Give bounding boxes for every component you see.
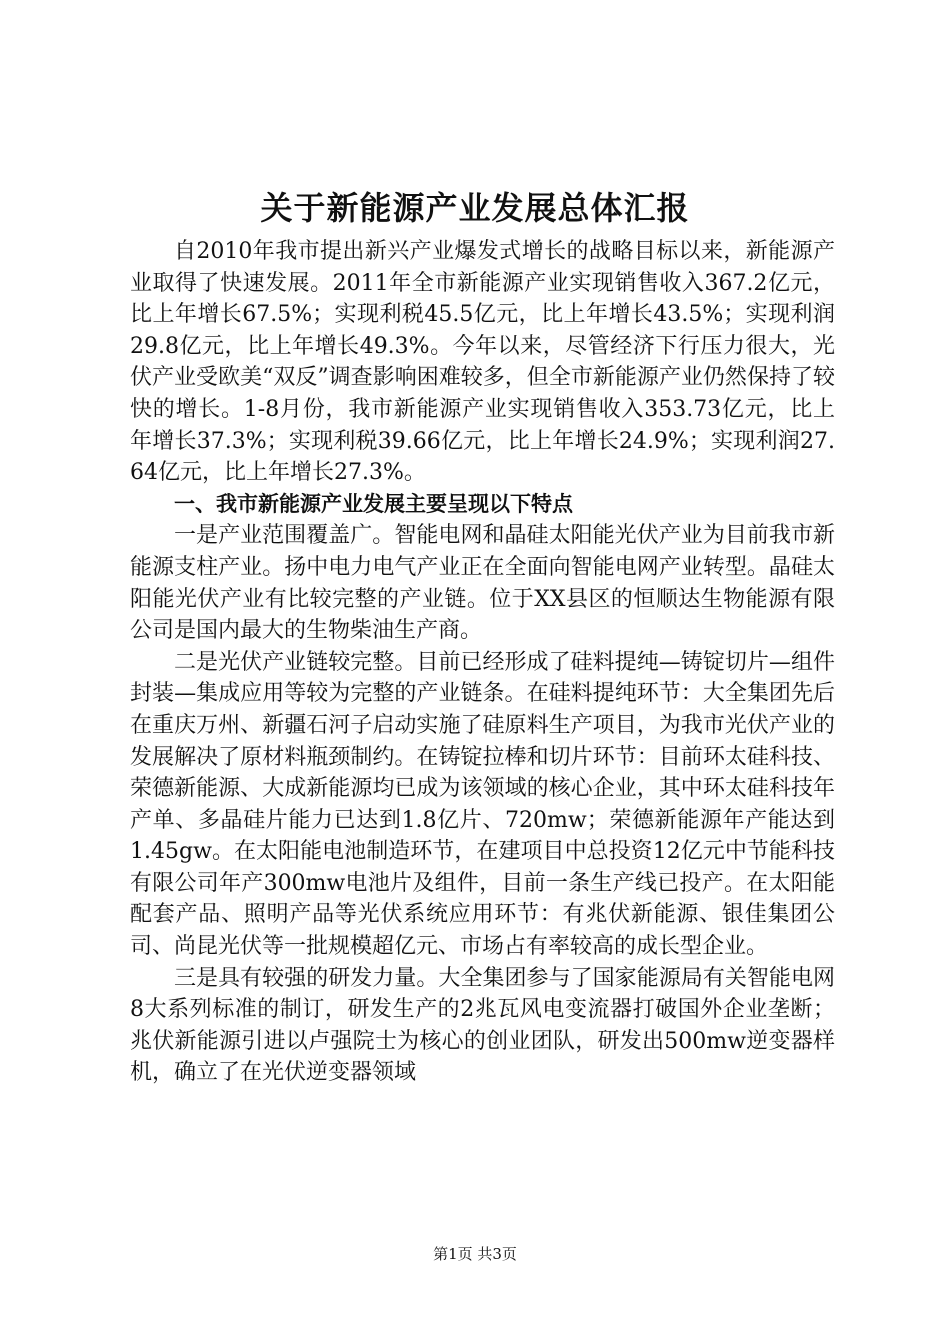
feature-paragraph-3: 三是具有较强的研发力量。大全集团参与了国家能源局有关智能电网8大系列标准的制订，研发生产的2兆瓦风电变流器打破国外企业垄断；兆伏新能源引进以卢强院士为核心的创业团队，研发出500mw逆变器样机，确立了在光伏逆变器领域 xyxy=(130,965,835,1086)
feature-paragraph-2: 二是光伏产业链较完整。目前已经形成了硅料提纯—铸锭切片—组件封装—集成应用等较为完整的产业链条。在硅料提纯环节：大全集团先后在重庆万州、新疆石河子启动实施了硅原料生产项目，为我市光伏产业的发展解决了原材料瓶颈制约。在铸锭拉棒和切片环节：目前环太硅科技、荣德新能源、大成新能源均已成为该领域的核心企业，其中环太硅科技年产单、多晶硅片能力已达到1.8亿片、720mw；荣德新能源年产能达到1.45gw。在太阳能电池制造环节，在建项目中总投资12亿元中节能科技有限公司年产300mw电池片及组件，目前一条生产线已投产。在太阳能配套产品、照明产品等光伏系统应用环节：有兆伏新能源、银佳集团公司、尚昆光伏等一批规模超亿元、市场占有率较高的成长型企业。 xyxy=(130,649,835,960)
feature-paragraph-1: 一是产业范围覆盖广。智能电网和晶硅太阳能光伏产业为目前我市新能源支柱产业。扬中电力电气产业正在全面向智能电网产业转型。晶硅太阳能光伏产业有比较完整的产业链。位于XX县区的恒顺达生物能源有限公司是国内最大的生物柴油生产商。 xyxy=(130,523,835,644)
intro-paragraph: 自2010年我市提出新兴产业爆发式增长的战略目标以来，新能源产业取得了快速发展。2011年全市新能源产业实现销售收入367.2亿元，比上年增长67.5%；实现利税45.5亿元，比上年增长43.5%；实现利润29.8亿元，比上年增长49.3%。今年以来，尽管经济下行压力很大，光伏产业受欧美“双反”调查影响困难较多，但全市新能源产业仍然保持了较快的增长。1-8月份，我市新能源产业实现销售收入353.73亿元，比上年增长37.3%；实现利税39.66亿元，比上年增长24.9%；实现利润27.64亿元，比上年增长27.3%。 xyxy=(130,239,835,486)
document-body xyxy=(130,236,835,1089)
section-heading: 一、我市新能源产业发展主要呈现以下特点 xyxy=(174,491,573,516)
document-title: 关于新能源产业发展总体汇报 xyxy=(260,189,690,227)
page-footer: 第1页 共3页 xyxy=(433,1245,517,1263)
